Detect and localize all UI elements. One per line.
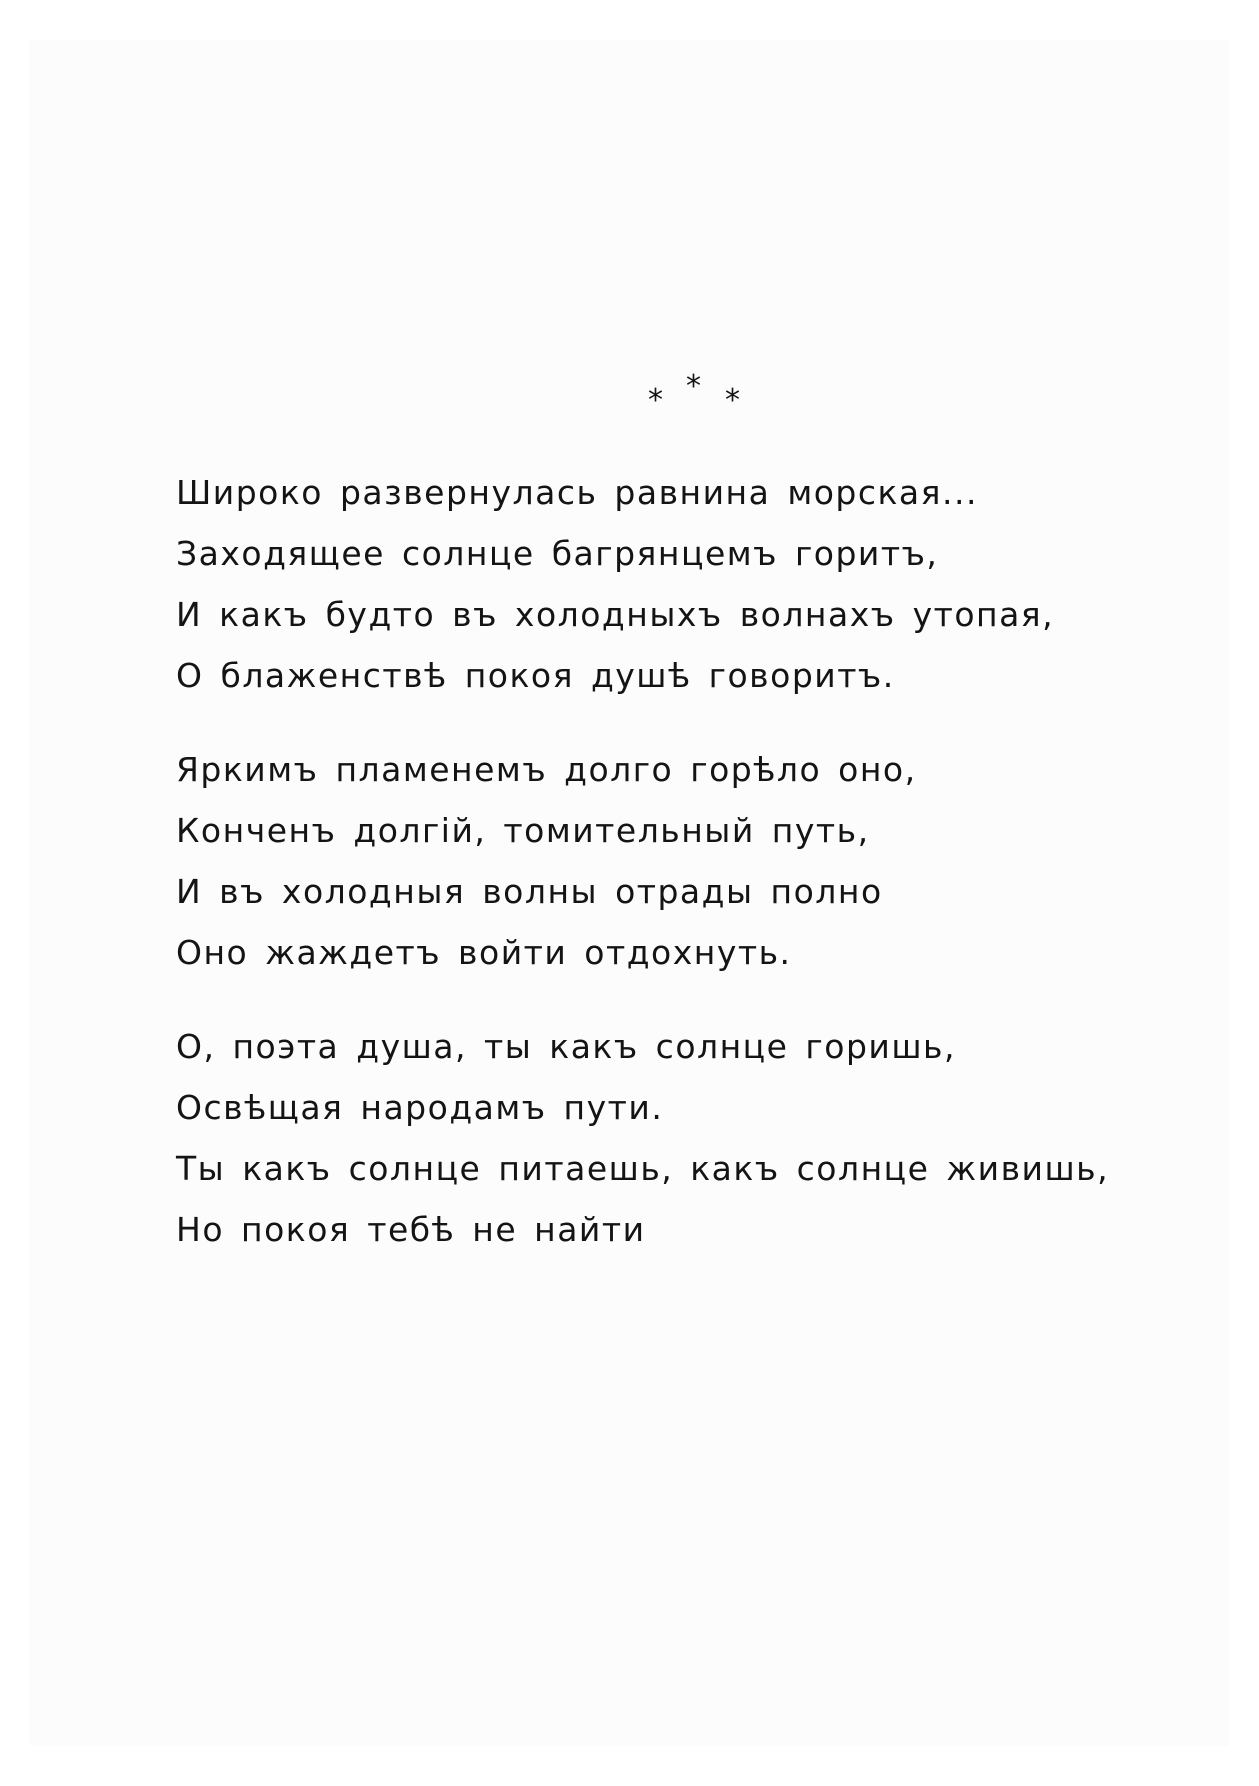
poem-line: Но покоя тебѣ не найти — [176, 1210, 646, 1249]
stanza-1 — [176, 462, 1176, 706]
poem-line: Широко развернулась равнина морская... — [176, 473, 978, 512]
poem-line: Оно жаждетъ войти отдохнуть. — [176, 933, 792, 972]
poem-line: Ты какъ солнце питаешь, какъ солнце живишь, — [176, 1149, 1110, 1188]
poem-line: Освѣщая народамъ пути. — [176, 1088, 664, 1127]
poem-line: Яркимъ пламенемъ долго горѣло оно, — [176, 750, 917, 789]
poem-line: О блаженствѣ покоя душѣ говоритъ. — [176, 656, 895, 695]
section-separator — [640, 369, 750, 422]
poem-line: Конченъ долгій, томительный путь, — [176, 811, 870, 850]
stanza-2 — [176, 739, 1176, 983]
poem-line: И въ холодныя волны отрады полно — [176, 872, 883, 911]
stanza-3 — [176, 1016, 1176, 1260]
asterisk-right: * — [725, 383, 740, 418]
poem-line: И какъ будто въ холодныхъ волнахъ утопая, — [176, 595, 1055, 634]
poem — [176, 462, 1176, 1293]
poem-line: Заходящее солнце багрянцемъ горитъ, — [176, 534, 939, 573]
asterisk-left: * — [648, 383, 663, 418]
asterisk-middle: * — [686, 369, 701, 404]
poem-line: О, поэта душа, ты какъ солнце горишь, — [176, 1027, 956, 1066]
